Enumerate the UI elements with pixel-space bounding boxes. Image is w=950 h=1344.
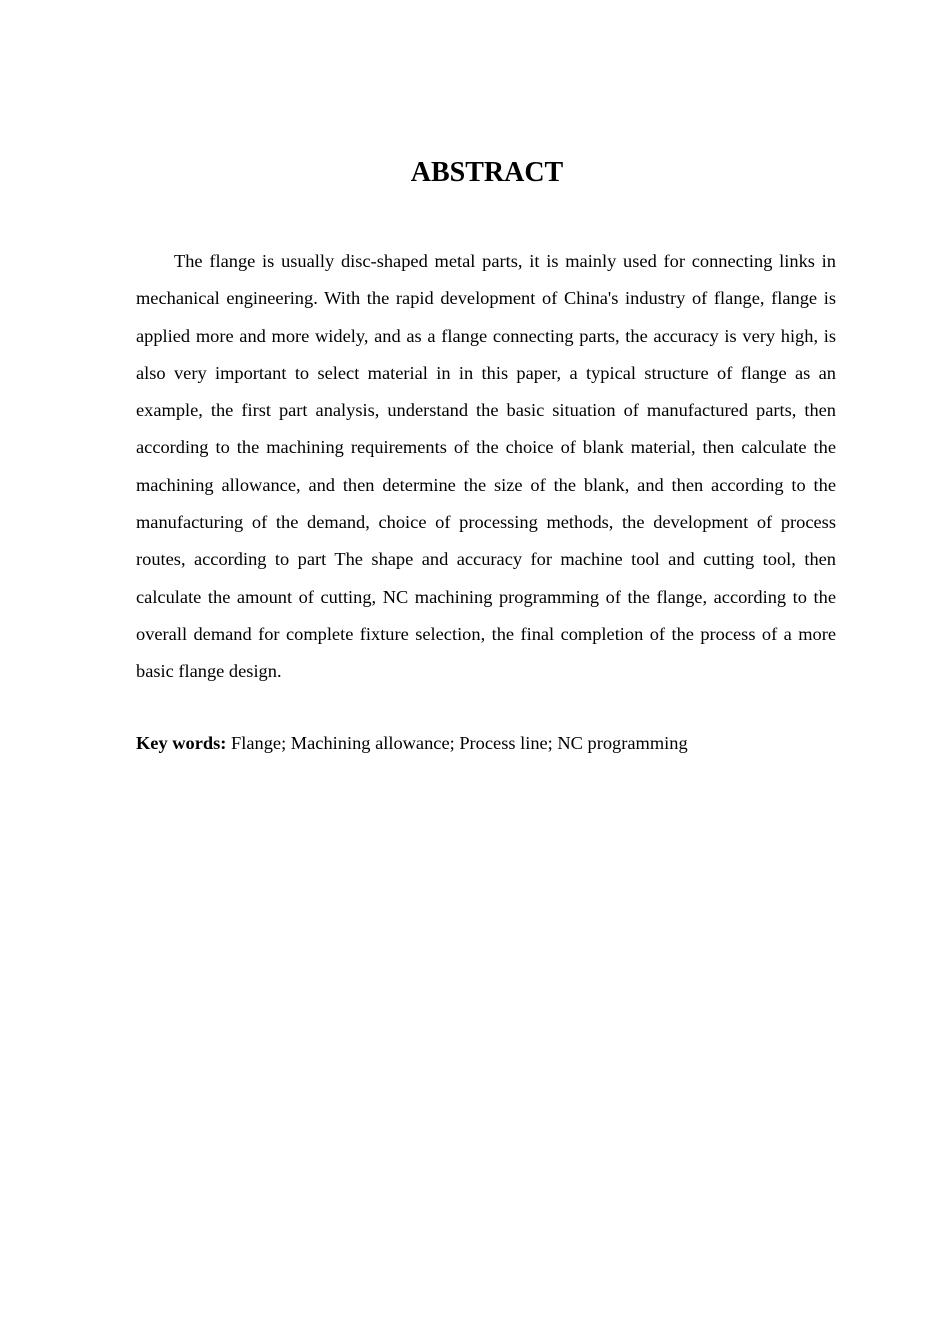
- keywords-list: Flange; Machining allowance; Process line; NC programming: [231, 733, 688, 753]
- abstract-title: ABSTRACT: [410, 157, 564, 188]
- keywords-label: Key words:: [136, 733, 227, 753]
- abstract-body: The flange is usually disc-shaped metal parts, it is mainly used for connecting links in mechanical engineering. With the rapid development of China's industry of flange, flange is applied more and more widely, and as a flange connecting parts, the accuracy is very high, is also very important to select material in in this paper, a typical structure of flange as an example, the first part analysis, understand the basic situation of manufactured parts, then according to the machining requirements of the choice of blank material, then calculate the machining allowance, and then determine the size of the blank, and then according to the manufacturing of the demand, choice of processing methods, the development of process routes, according to part The shape and accuracy for machine tool and cutting tool, then calculate the amount of cutting, NC machining programming of the flange, according to the overall demand for complete fixture selection, the final completion of the process of a more basic flange design.: [136, 251, 836, 682]
- keywords-line: [136, 725, 836, 762]
